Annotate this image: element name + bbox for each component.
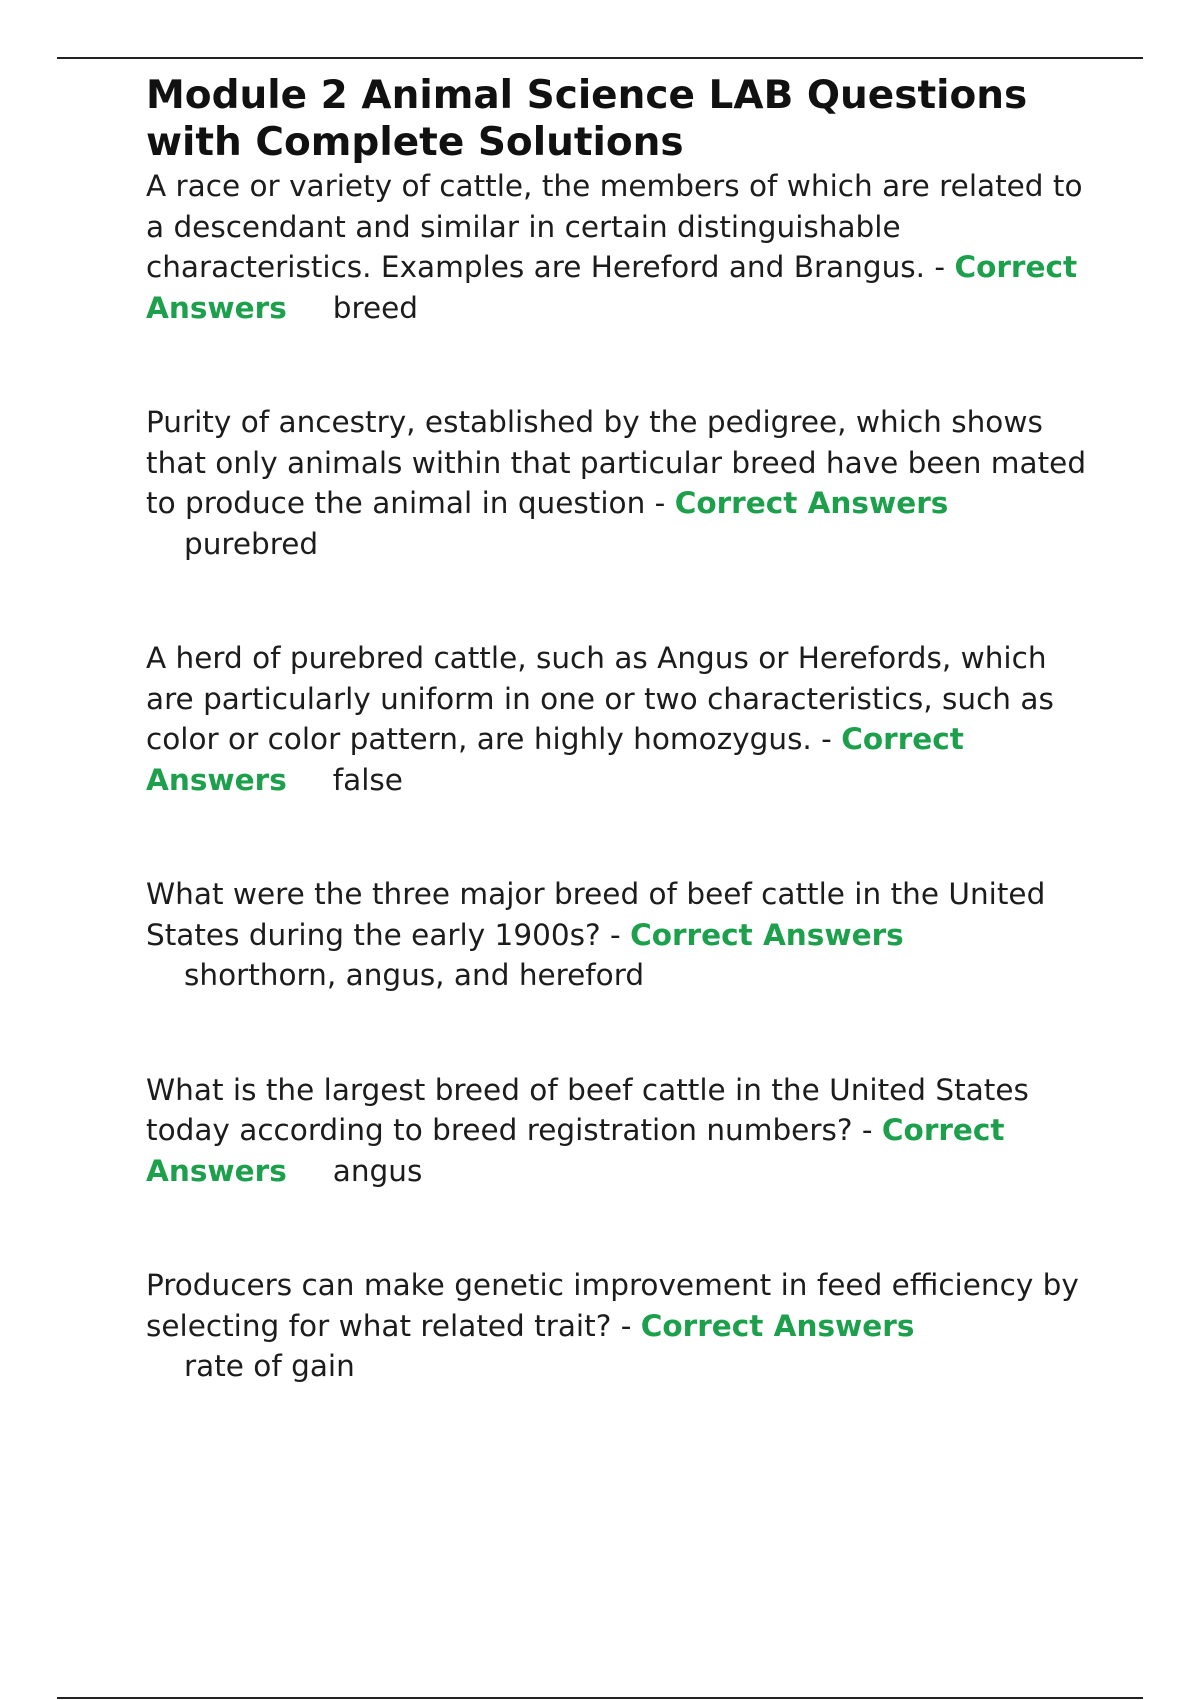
- qa-item: [146, 638, 1091, 800]
- qa-item: [146, 874, 1091, 996]
- qa-answer: false: [332, 762, 403, 797]
- qa-question: A herd of purebred cattle, such as Angus or Herefords, which are particularly uniform in one or two characteristics, such as color or color pattern, are highly homozygus. -: [146, 641, 1054, 756]
- qa-question: A race or variety of cattle, the members of which are related to a descendant and similar in certain distinguishable characteristics. Examples are Hereford and Brangus. -: [146, 169, 1083, 284]
- qa-item: [146, 166, 1091, 328]
- qa-question: Producers can make genetic improvement in feed efficiency by selecting for what related trait? -: [146, 1268, 1079, 1343]
- bottom-rule: [57, 1697, 1143, 1699]
- top-rule: [57, 57, 1143, 59]
- document-title: Module 2 Animal Science LAB Questions with Complete Solutions: [146, 73, 1028, 165]
- correct-answer-label: Correct Answers: [146, 722, 964, 797]
- qa-answer: rate of gain: [184, 1349, 355, 1383]
- document-page: [146, 72, 1091, 1387]
- qa-question: What were the three major breed of beef cattle in the United States during the early 1900s? -: [146, 877, 1046, 952]
- correct-answer-label: Correct Answers: [146, 250, 1078, 325]
- correct-answer-label: Correct Answers: [640, 1308, 915, 1343]
- qa-item: [146, 1070, 1091, 1192]
- qa-answer: angus: [332, 1153, 423, 1188]
- qa-question: Purity of ancestry, established by the pedigree, which shows that only animals within that particular breed have been mated to produce the animal in question -: [146, 405, 1087, 520]
- qa-item: [146, 402, 1091, 564]
- qa-answer: purebred: [184, 526, 319, 561]
- qa-answer: shorthorn, angus, and hereford: [184, 958, 645, 992]
- qa-question: What is the largest breed of beef cattle in the United States today according to breed registration numbers? -: [146, 1072, 1029, 1147]
- correct-answer-label: Correct Answers: [146, 1113, 1005, 1188]
- qa-answer: breed: [332, 290, 418, 325]
- correct-answer-label: Correct Answers: [674, 486, 949, 520]
- correct-answer-label: Correct Answers: [630, 917, 904, 952]
- qa-item: [146, 1265, 1091, 1387]
